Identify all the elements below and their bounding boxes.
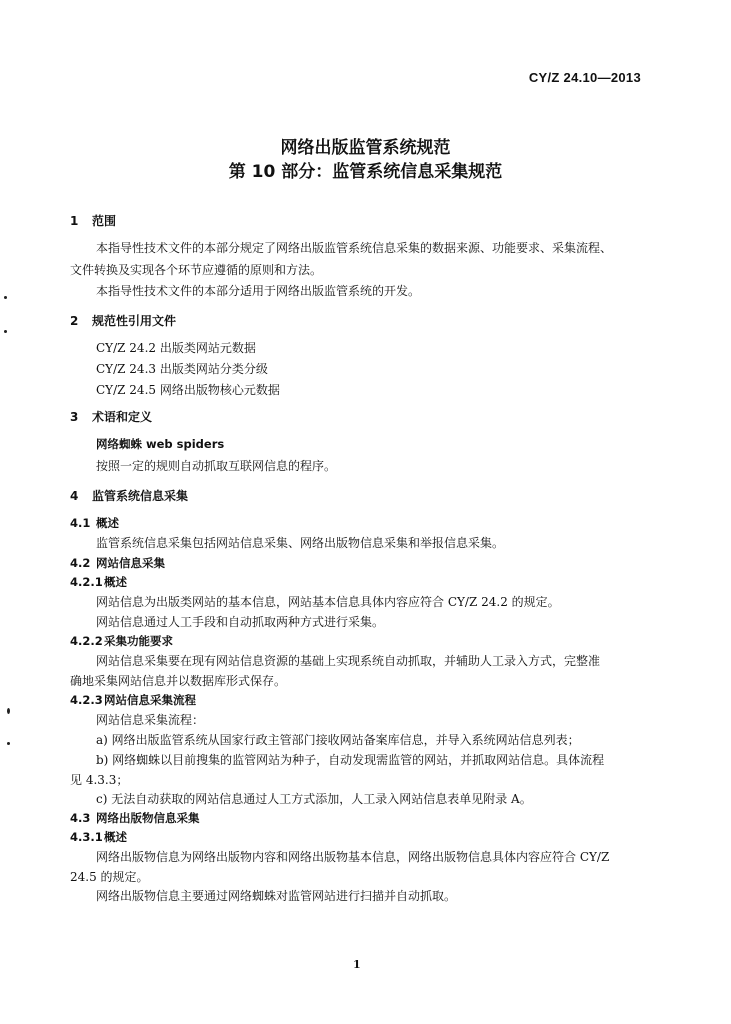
subsection-number: 4.2.1 xyxy=(70,575,103,589)
paragraph-line: 24.5 的规定。 xyxy=(70,870,149,884)
subsection-heading-4-1 xyxy=(70,515,119,531)
section-heading-4 xyxy=(70,487,188,504)
reference-item: CY/Z 24.3 出版类网站分类分级 xyxy=(96,362,268,376)
reference-item: CY/Z 24.2 出版类网站元数据 xyxy=(96,341,256,355)
subsection-number: 4.2.3 xyxy=(70,693,103,707)
subsection-number: 4.2 xyxy=(70,556,91,570)
reference-item: CY/Z 24.5 网络出版物核心元数据 xyxy=(96,383,280,397)
subsection-title: 概述 xyxy=(96,516,119,530)
subsection-title: 概述 xyxy=(104,830,127,844)
list-item-b: b) 网络蜘蛛以目前搜集的监管网站为种子，自动发现需监管的网站，并抓取网站信息。具体流程 xyxy=(96,753,605,767)
paragraph-line: 网站信息采集要在现有网站信息资源的基础上实现系统自动抓取，并辅助人工录入方式，完整准 xyxy=(96,654,601,668)
subsection-heading-4-3-1 xyxy=(70,829,127,845)
paragraph: 本指导性技术文件的本部分适用于网络出版监管系统的开发。 xyxy=(96,284,421,298)
section-title: 术语和定义 xyxy=(92,410,153,424)
paragraph: 网站信息采集流程： xyxy=(96,713,205,727)
section-number: 1 xyxy=(70,214,79,228)
subsection-number: 4.3.1 xyxy=(70,830,103,844)
paragraph-line: 网络出版物信息为网络出版物内容和网络出版物基本信息，网络出版物信息具体内容应符合 CY/Z xyxy=(96,850,610,864)
document-subtitle: 第 10 部分：监管系统信息采集规范 xyxy=(228,162,503,182)
paragraph: 网站信息为出版类网站的基本信息，网站基本信息具体内容应符合 CY/Z 24.2 的规定。 xyxy=(96,595,560,609)
subsection-number: 4.2.2 xyxy=(70,634,103,648)
paragraph: 网络出版物信息主要通过网络蜘蛛对监管网站进行扫描并自动抓取。 xyxy=(96,889,457,903)
section-heading-1 xyxy=(70,212,116,229)
page-number: 1 xyxy=(353,958,361,971)
paragraph: 网站信息通过人工手段和自动抓取两种方式进行采集。 xyxy=(96,615,385,629)
section-title: 规范性引用文件 xyxy=(92,314,177,328)
scan-speck xyxy=(4,296,7,299)
subsection-number: 4.1 xyxy=(70,516,91,530)
subsection-heading-4-2-3 xyxy=(70,692,196,708)
paragraph: 监管系统信息采集包括网站信息采集、网络出版物信息采集和举报信息采集。 xyxy=(96,536,505,550)
section-number: 3 xyxy=(70,410,79,424)
subsection-title: 采集功能要求 xyxy=(104,634,173,648)
subsection-title: 网站信息采集 xyxy=(96,556,165,570)
term-definition: 按照一定的规则自动抓取互联网信息的程序。 xyxy=(96,459,337,473)
subsection-title: 网站信息采集流程 xyxy=(104,693,196,707)
section-number: 2 xyxy=(70,314,79,328)
scan-speck xyxy=(7,742,10,745)
subsection-title: 概述 xyxy=(104,575,127,589)
list-item-a: a) 网络出版监管系统从国家行政主管部门接收网站备案库信息，并导入系统网站信息列表； xyxy=(96,733,580,747)
standard-code: CY/Z 24.10—2013 xyxy=(528,70,641,85)
subsection-heading-4-3 xyxy=(70,810,200,826)
subsection-heading-4-2-1 xyxy=(70,574,127,590)
scan-speck xyxy=(7,708,10,714)
section-number: 4 xyxy=(70,489,79,503)
section-heading-2 xyxy=(70,312,176,329)
section-heading-3 xyxy=(70,408,152,425)
subsection-heading-4-2-2 xyxy=(70,633,173,649)
paragraph-line: 确地采集网站信息并以数据库形式保存。 xyxy=(70,674,287,688)
section-title: 监管系统信息采集 xyxy=(92,489,189,503)
list-item-b-continued: 见 4.3.3； xyxy=(70,773,129,787)
paragraph-line: 本指导性技术文件的本部分规定了网络出版监管系统信息采集的数据来源、功能要求、采集流程、 xyxy=(96,241,613,255)
term: 网络蜘蛛 web spiders xyxy=(96,437,225,451)
subsection-heading-4-2 xyxy=(70,555,165,571)
document-title: 网络出版监管系统规范 xyxy=(280,138,451,158)
paragraph-line: 文件转换及实现各个环节应遵循的原则和方法。 xyxy=(70,263,323,277)
section-title: 范围 xyxy=(92,214,117,228)
subsection-title: 网络出版物信息采集 xyxy=(96,811,200,825)
scan-speck xyxy=(4,330,7,333)
list-item-c: c) 无法自动获取的网站信息通过人工方式添加，人工录入网站信息表单见附录 A。 xyxy=(96,792,532,806)
subsection-number: 4.3 xyxy=(70,811,91,825)
